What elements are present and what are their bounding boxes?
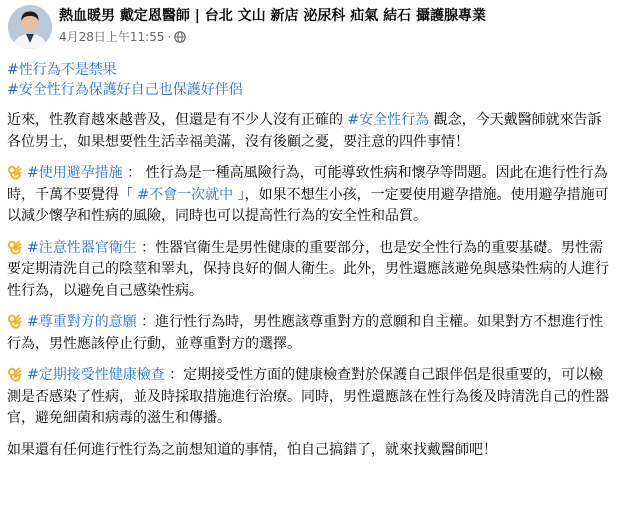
tip-text: ：定期接受性方面的健康檢查對於保護自己跟伴侶是很重要的，可以檢測是否感染了性病，並及時採取措施進行治療。同時，男性還應該在性行為後及時清洗自己的性器官，避免細菌和病毒的滋生和傳播。 [7,367,609,426]
avatar[interactable] [8,5,52,49]
tip-text: ：性器官衛生是男性健康的重要部分，也是安全性行為的重要基礎。男性需要定期清洗自己的陰莖和睪丸，保持良好的個人衛生。此外，男性還應該避免與感染性病的人進行性行為，以避免自己感染性病。 [7,239,609,299]
post-header [8,5,612,49]
tip-text: ： 性行為是一種高風險行為，可能導致性病和懷孕等問題。因此在進行性行為時，千萬不要覺得「 [7,165,608,203]
hashtag-link[interactable]: #尊重對方的意願 [27,314,137,330]
hashtag-link[interactable]: #性行為不是禁果 [7,62,117,78]
hashtag-link[interactable]: #定期接受性健康檢查 [27,367,165,383]
ok-hand-icon [7,164,23,180]
hashtag-link[interactable]: #安全性行為 [347,112,430,128]
ok-hand-icon [7,239,23,255]
hashtag-link[interactable]: #安全性行為保護好自己也保護好伴侶 [7,82,243,98]
author-name[interactable]: 熱血暖男 戴定恩醫師 | 台北 文山 新店 泌尿科 疝氣 結石 攝護腺專業 [59,8,486,24]
closing-paragraph: 如果還有任何進行性行為之前想知道的事情，怕自己搞錯了，就來找戴醫師吧！ [7,441,497,458]
tip-paragraph [7,365,613,430]
intro-text: 觀念，今天戴醫師就來告訴各位男士，如果想要性生活幸福美滿，沒有後顧之憂，要注意的四件事情！ [7,112,602,150]
hashtag-link[interactable]: #注意性器官衛生 [27,239,137,256]
hashtag-link[interactable]: #不會一次就中 [137,186,234,203]
tip-paragraph [7,163,613,228]
ok-hand-icon [7,313,23,329]
post-meta [59,29,186,45]
tip-paragraph [7,312,613,355]
tip-text: ：進行性行為時，男性應該尊重對方的意願和自主權。如果對方不想進行性行為，男性應該停止行動，並尊重對方的選擇。 [7,314,604,352]
intro-text: 近來，性教育越來越普及，但還是有不少人沒有正確的 [7,112,348,128]
post-timestamp[interactable]: 4月28日上午11:55 [59,30,165,44]
hashtag-link[interactable]: #使用避孕措施 [27,165,123,181]
meta-separator: · [167,30,172,44]
globe-icon[interactable] [174,31,186,43]
tip-text: 」，如果不想生小孩，一定要使用避孕措施。使用避孕措施可以減少懷孕和性病的風險，同時也可以提高性行為的安全性和品質。 [7,186,609,224]
post-body [7,60,613,461]
ok-hand-icon [7,366,23,382]
tip-paragraph [7,238,613,303]
intro-paragraph [7,110,613,153]
